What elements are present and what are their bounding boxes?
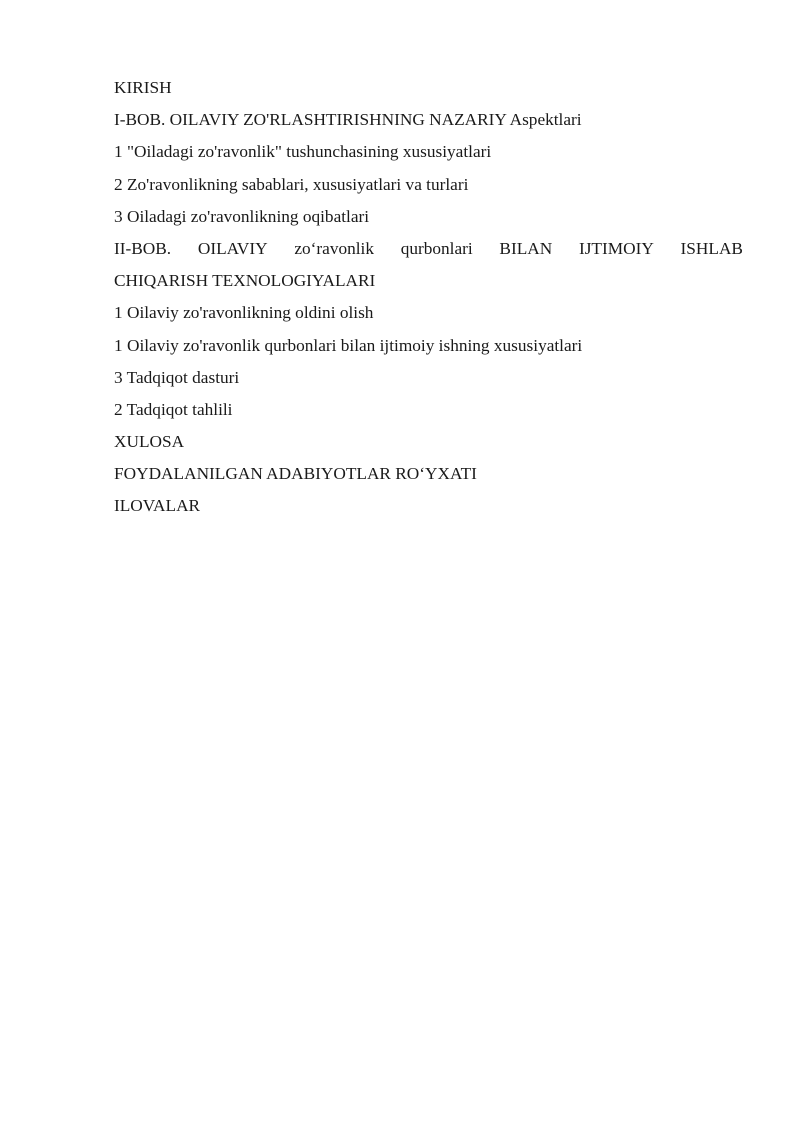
toc-chapter-2-title — [114, 236, 743, 268]
table-of-contents — [114, 75, 743, 526]
toc-chapter-1-item-1: 1 "Oiladagi zo'ravonlik" tushunchasining xususiyatlari — [114, 142, 492, 162]
toc-chapter-2-item-1: 1 Oilaviy zo'ravonlikning oldini olish — [114, 303, 374, 323]
toc-chapter-1-title: I-BOB. OILAVIY ZO'RLASHTIRISHNING NAZARIY Aspektlari — [114, 110, 582, 130]
toc-chapter-2-word: II-BOB. — [114, 238, 172, 258]
toc-chapter-2-word: qurbonlari — [400, 238, 473, 258]
toc-intro: KIRISH — [114, 78, 172, 97]
toc-conclusion: XULOSA — [114, 432, 185, 452]
toc-chapter-1-item-2: 2 Zo'ravonlikning sabablari, xususiyatlari va turlari — [114, 174, 469, 194]
toc-chapter-2-word: IJTIMOIY — [578, 238, 654, 258]
toc-chapter-2-word: BILAN — [499, 238, 553, 258]
toc-chapter-2-word: zo‘ravonlik — [294, 238, 374, 258]
toc-references: FOYDALANILGAN ADABIYOTLAR RO‘YXATI — [114, 464, 477, 484]
toc-chapter-2-word: OILAVIY — [197, 238, 268, 258]
toc-chapter-2-title-continued: CHIQARISH TEXNOLOGIYALARI — [114, 271, 376, 291]
toc-chapter-2-item-2: 1 Oilaviy zo'ravonlik qurbonlari bilan ijtimoiy ishning xususiyatlari — [114, 335, 583, 355]
toc-chapter-2-item-4: 2 Tadqiqot tahlili — [114, 399, 233, 419]
toc-chapter-2-word: ISHLAB — [680, 238, 743, 258]
toc-appendices: ILOVALAR — [114, 496, 201, 516]
toc-chapter-1-item-3: 3 Oiladagi zo'ravonlikning oqibatlari — [114, 206, 370, 226]
toc-chapter-2-item-3: 3 Tadqiqot dasturi — [114, 367, 240, 387]
